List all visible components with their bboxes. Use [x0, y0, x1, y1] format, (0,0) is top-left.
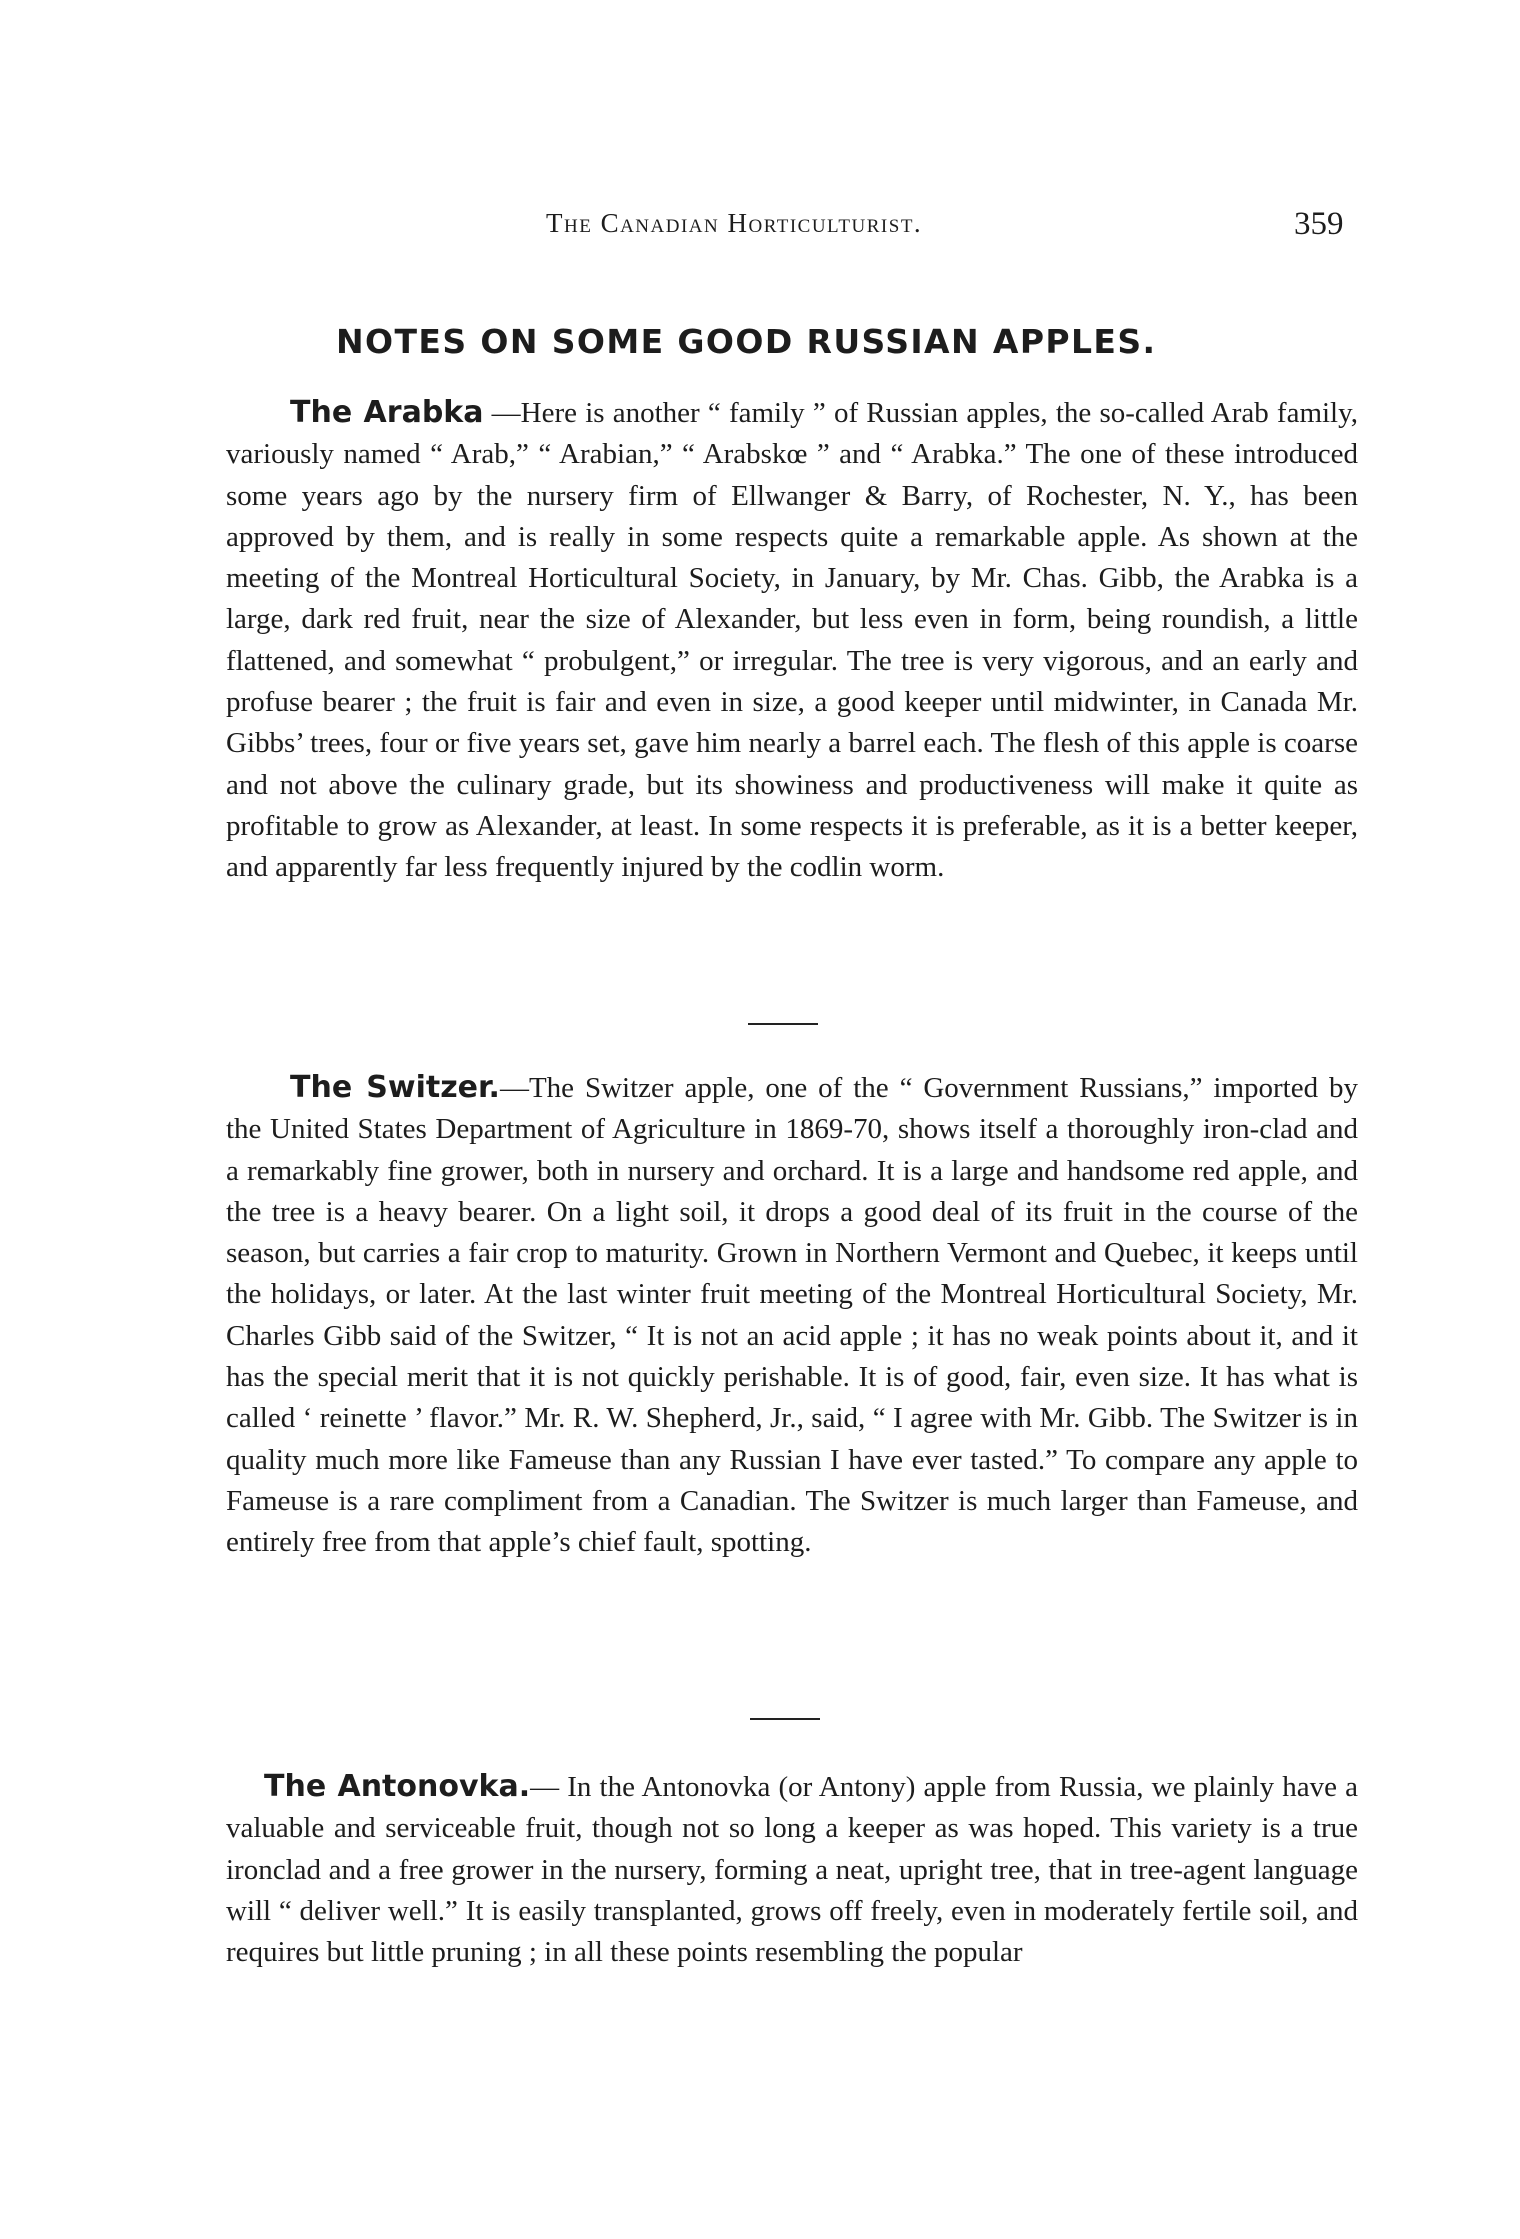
running-head: The Canadian Horticulturist.: [546, 208, 923, 238]
section-heading: The Antonovka.: [264, 1769, 531, 1804]
section-divider: [748, 1023, 818, 1025]
section-arabka: [226, 392, 1358, 889]
section-heading: The Arabka: [290, 395, 484, 430]
section-text: — In the Antonovka (or Antony) apple from Russia, we plainly have a valuable and serviceable fruit, though not so long a keeper as was hoped. This variety is a true ironclad and a free grower in the nursery, forming a neat, upright tree, that in tree-agent language will “ deliver well.” It is easily transplanted, grows off freely, even in moderately fertile soil, and requires but little pruning ; in all these points resembling the popular: [226, 1771, 1358, 1969]
section-antonovka: [226, 1766, 1358, 1973]
section-text: —Here is another “ family ” of Russian apples, the so-called Arab family, variously named “ Arab,” “ Arabian,” “ Arabskœ ” and “ Arabka.” The one of these introduced some years ago by the nursery firm of Ellwanger & Barry, of Rochester, N. Y., has been approved by them, and is really in some respects quite a remarkable apple. As shown at the meeting of the Montreal Horticultural Society, in January, by Mr. Chas. Gibb, the Arabka is a large, dark red fruit, near the size of Alexander, but less even in form, being roundish, a little flattened, and somewhat “ probulgent,” or irregular. The tree is very vigorous, and an early and profuse bearer ; the fruit is fair and even in size, a good keeper until midwinter, in Canada Mr. Gibbs’ trees, four or five years set, gave him nearly a barrel each. The flesh of this apple is coarse and not above the culinary grade, but its showiness and productiveness will make it quite as profitable to grow as Alexander, at least. In some respects it is preferable, as it is a better keeper, and apparently far less frequently injured by the codlin worm.: [226, 397, 1358, 884]
page-number: 359: [1294, 206, 1344, 242]
section-divider: [750, 1718, 820, 1720]
section-switzer: [226, 1067, 1358, 1564]
paragraph: [226, 1067, 1358, 1564]
article-title: NOTES ON SOME GOOD RUSSIAN APPLES.: [336, 322, 1157, 361]
paragraph: [226, 392, 1358, 889]
section-text: —The Switzer apple, one of the “ Government Russians,” imported by the United States Department of Agriculture in 1869-70, shows itself a thoroughly iron-clad and a remarkably fine grower, both in nursery and orchard. It is a large and handsome red apple, and the tree is a heavy bearer. On a light soil, it drops a good deal of its fruit in the course of the season, but carries a fair crop to maturity. Grown in Northern Vermont and Quebec, it keeps until the holidays, or later. At the last winter fruit meeting of the Montreal Horticultural Society, Mr. Charles Gibb said of the Switzer, “ It is not an acid apple ; it has no weak points about it, and it has the special merit that it is not quickly perishable. It is of good, fair, even size. It has what is called ‘ reinette ’ flavor.” Mr. R. W. Shepherd, Jr., said, “ I agree with Mr. Gibb. The Switzer is in quality much more like Fameuse than any Russian I have ever tasted.” To compare any apple to Fameuse is a rare compliment from a Canadian. The Switzer is much larger than Fameuse, and entirely free from that apple’s chief fault, spotting.: [226, 1072, 1359, 1559]
paragraph: [226, 1766, 1358, 1973]
section-heading: The Switzer.: [290, 1070, 500, 1105]
